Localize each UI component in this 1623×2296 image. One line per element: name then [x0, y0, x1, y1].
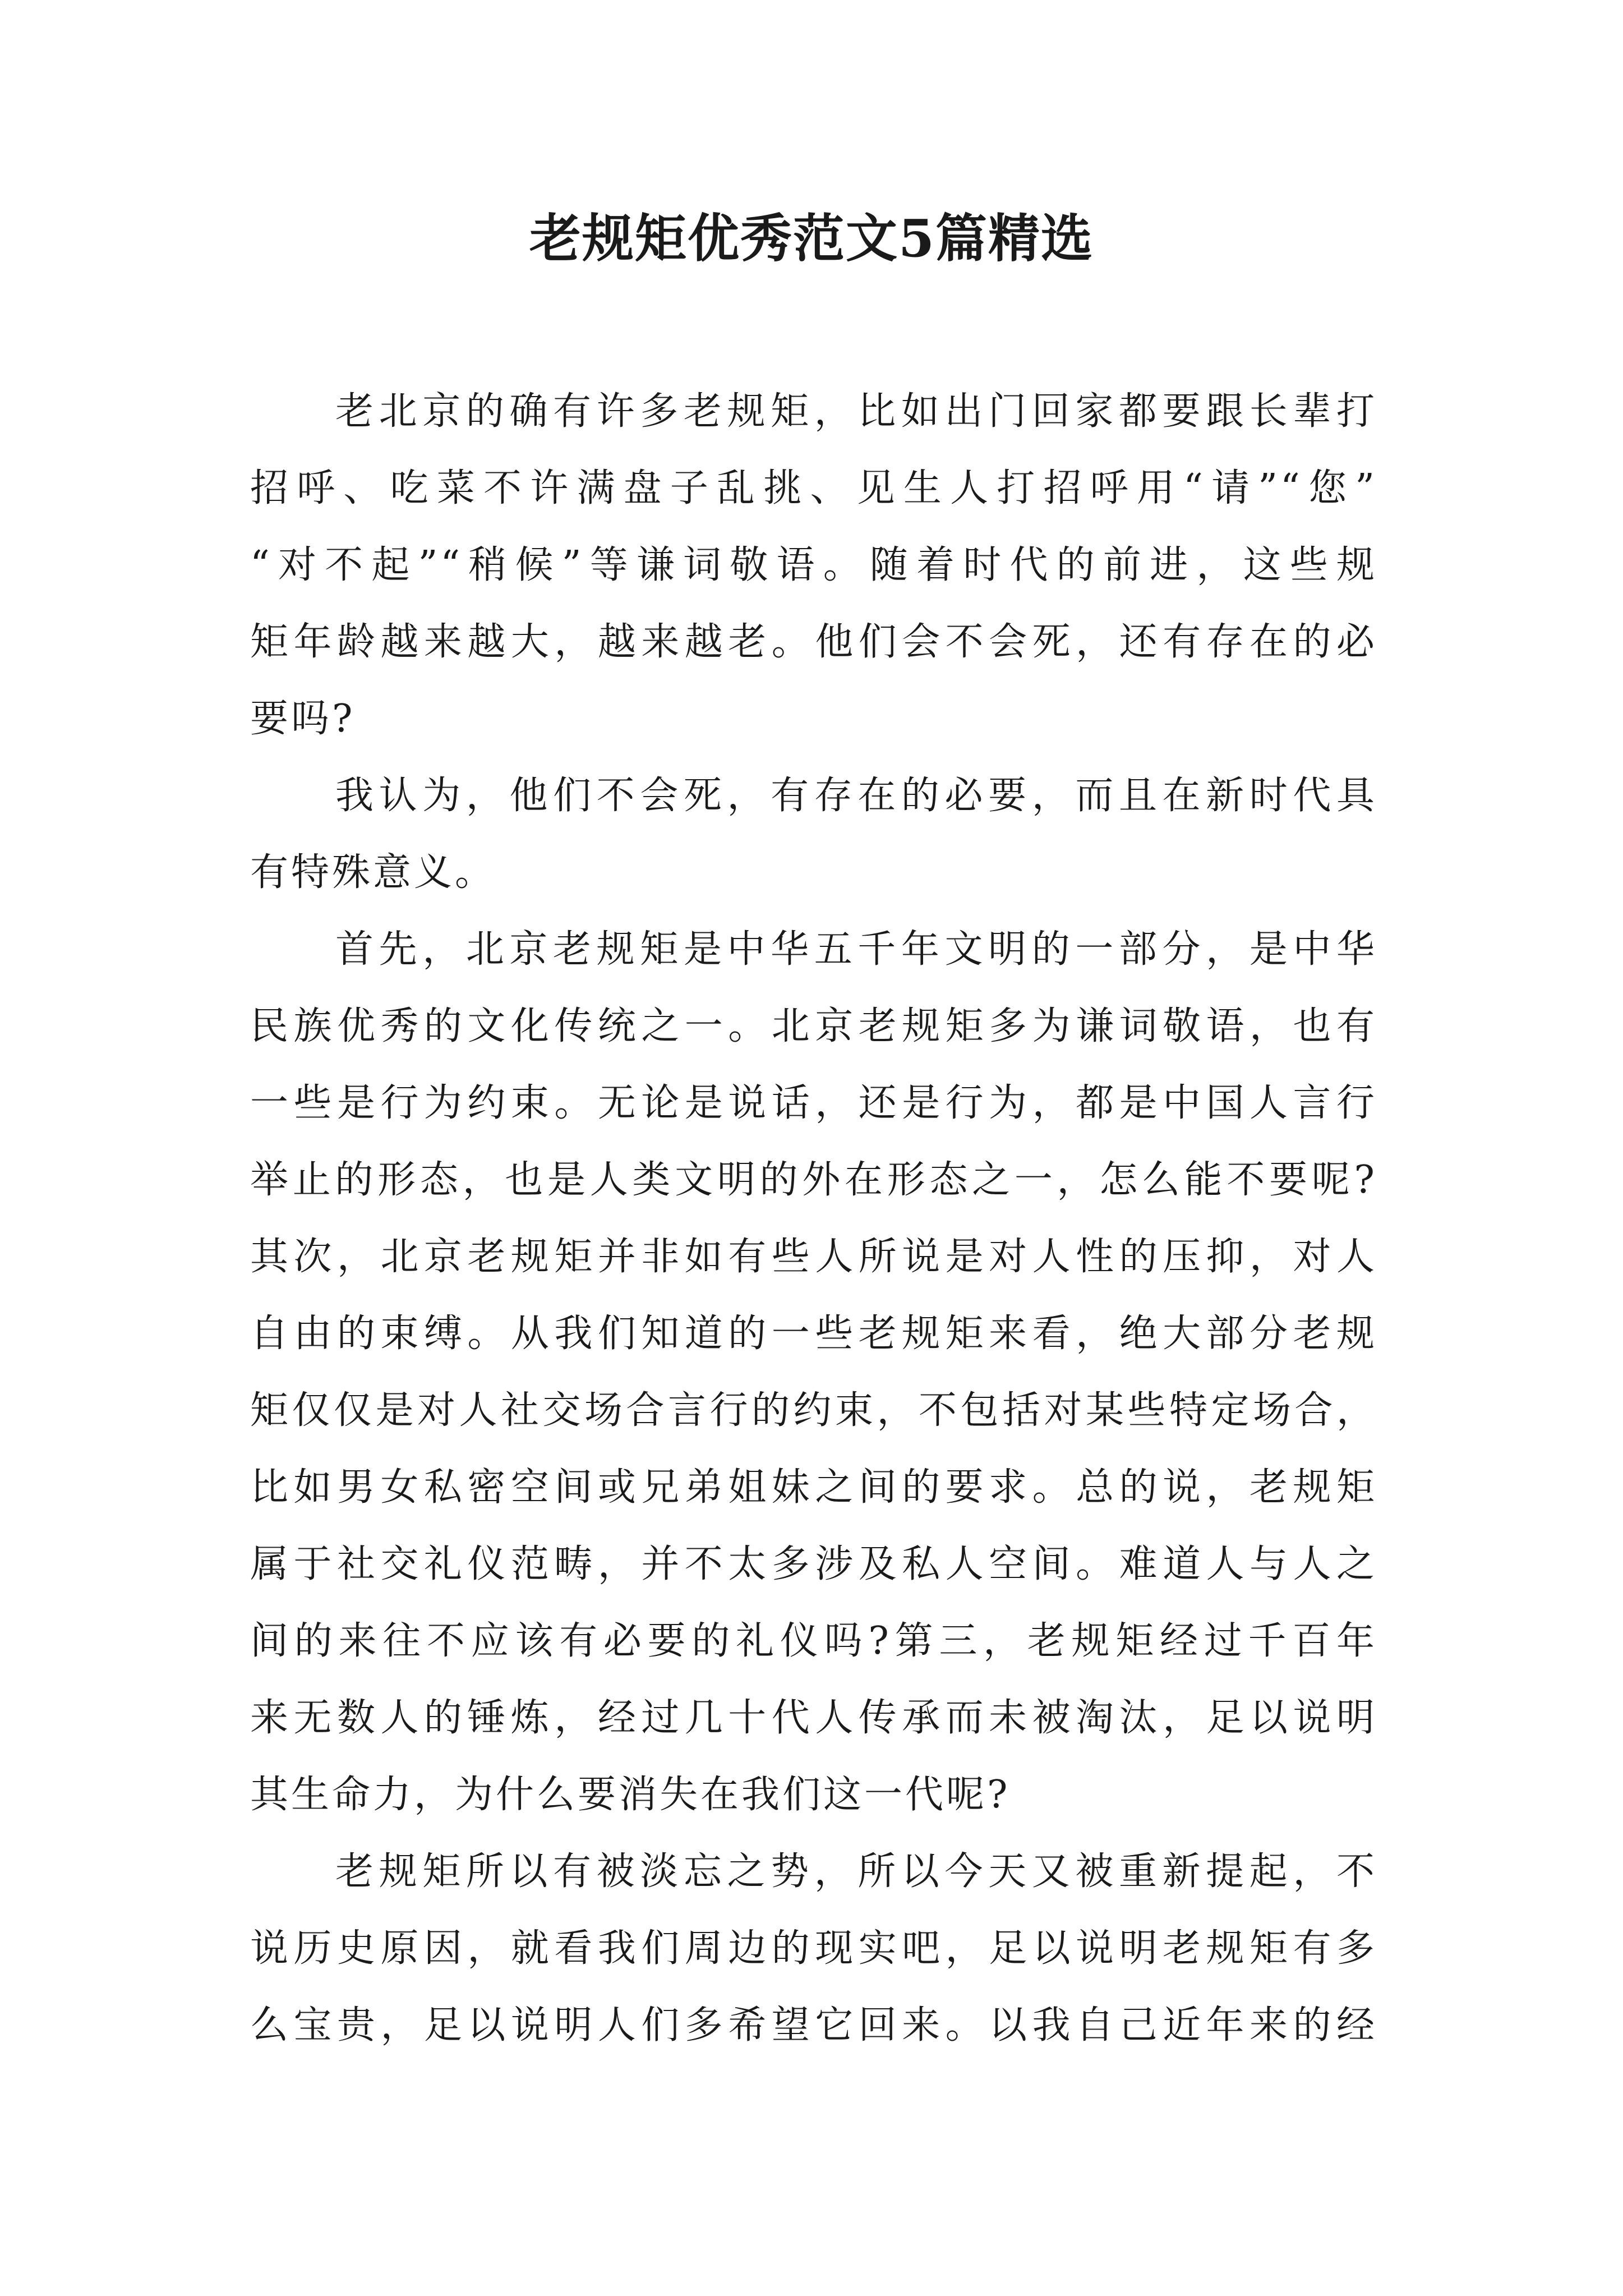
text-line: 一些是行为约束。无论是说话，还是行为，都是中国人言行 [250, 1081, 1377, 1125]
text-line: 属于社交礼仪范畴，并不太多涉及私人空间。难道人与人之 [250, 1542, 1377, 1586]
text-line: 要吗? [250, 697, 356, 741]
text-line: 来无数人的锤炼，经过几十代人传承而未被淘汰，足以说明 [250, 1696, 1377, 1740]
paragraph-4 [250, 1833, 1377, 2064]
text-line: 其次，北京老规矩并非如有些人所说是对人性的压抑，对人 [250, 1235, 1377, 1279]
text-line: 其生命力，为什么要消失在我们这一代呢? [250, 1773, 1011, 1817]
text-line: 举止的形态，也是人类文明的外在形态之一，怎么能不要呢? [250, 1158, 1377, 1202]
text-line: “对不起”“稍候”等谦词敬语。随着时代的前进，这些规 [250, 543, 1377, 587]
document-title: 老规矩优秀范文5篇精选 [529, 208, 1094, 269]
text-line: 比如男女私密空间或兄弟姐妹之间的要求。总的说，老规矩 [250, 1465, 1377, 1510]
paragraph-3 [250, 911, 1377, 1833]
text-line: 有特殊意义。 [250, 850, 496, 895]
text-line: 矩仅仅是对人社交场合言行的约束，不包括对某些特定场合， [250, 1388, 1377, 1433]
text-line: 招呼、吃菜不许满盘子乱挑、见生人打招呼用“请”“您” [250, 466, 1377, 510]
text-line: 么宝贵，足以说明人们多希望它回来。以我自己近年来的经 [250, 2003, 1377, 2047]
text-line: 老北京的确有许多老规矩，比如出门回家都要跟长辈打 [335, 389, 1377, 434]
text-line: 矩年龄越来越大，越来越老。他们会不会死，还有存在的必 [250, 620, 1377, 664]
paragraph-2 [250, 757, 1377, 911]
paragraph-1 [250, 373, 1377, 757]
document-body [250, 373, 1377, 2064]
text-line: 民族优秀的文化传统之一。北京老规矩多为谦词敬语，也有 [250, 1004, 1377, 1048]
text-line: 自由的束缚。从我们知道的一些老规矩来看，绝大部分老规 [250, 1312, 1377, 1356]
text-line: 间的来往不应该有必要的礼仪吗?第三，老规矩经过千百年 [250, 1619, 1377, 1663]
text-line: 说历史原因，就看我们周边的现实吧，足以说明老规矩有多 [250, 1926, 1377, 1971]
text-line: 我认为，他们不会死，有存在的必要，而且在新时代具 [335, 774, 1377, 818]
text-line: 首先，北京老规矩是中华五千年文明的一部分，是中华 [335, 927, 1377, 972]
text-line: 老规矩所以有被淡忘之势，所以今天又被重新提起，不 [335, 1849, 1377, 1894]
